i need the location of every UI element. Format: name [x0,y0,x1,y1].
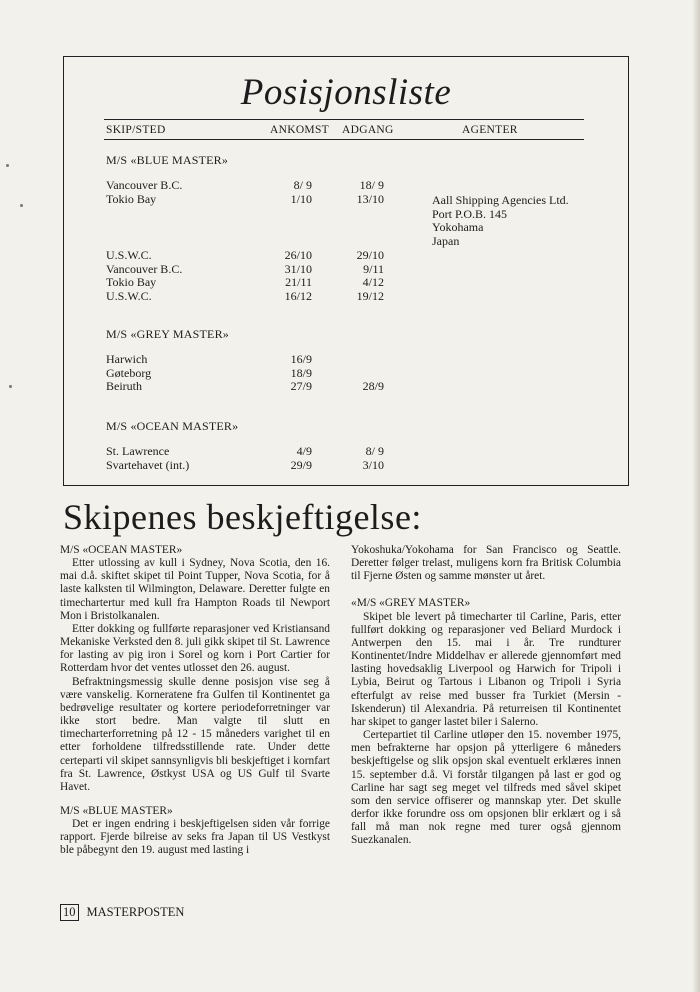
ocean-master-access [348,445,384,472]
paragraph: Skipet ble levert på timecharter til Carline, Paris, etter fullført dokking og reparasjoner ved Beliard Murdock i Antwerpen den 15. mai i år. Tre rundturer Kontinentet/Indre Middelhav er allerede gjennomført med lasting hovedsaklig Liverpool og Harwich for Tripoli i Lybia, Beirut og Tartous i Libanon og Tripoli i Syria efterfulgt av reise med busser fra Turkiet (Mersin - Iskenderun) til Alexandria. På returreisen til Kontinentet har skipet to ganger lastet biler i Salerno. [351,610,621,728]
access-date: 29/10 [356,248,384,262]
paragraph: Certepartiet til Carline utløper den 15. november 1975, men befrakterne har opsjon på ytterligere 6 måneders beskjeftigelse og slik opsjon skal eventuelt erklæres innen 15. september d.å. Vi forstår tilgangen på last er god og Carline har sagt seg meget vel tilfreds med såvel skipet som den service offiserer og mannskap yter. Det skulle derfor ikke forundre oss om opsjonen blir erklært og i så fall må man nok regne med turer også gjennom Suezkanalen. [351,729,621,847]
blue-master-access-b [348,249,384,303]
spacer [60,794,330,805]
ship-name-blue-master: M/S «BLUE MASTER» [106,153,229,167]
paragraph: Det er ingen endring i beskjeftigelsen siden vår forrige rapport. Fjerde bilreise av seks fra Japan til US Vestkyst ble påbegynt den 19. august med lasting i [60,818,330,857]
grey-master-arrival [274,353,312,394]
speck [9,385,12,388]
blue-master-places-a [106,179,182,206]
paragraph: Yokoshuka/Yokohama for San Francisco og Seattle. Deretter følger trelast, muligens korn fra Britisk Columbia til Fjerne Østen og samme mønster ut året. [351,544,621,583]
place: Tokio Bay [106,275,157,289]
ship-name-grey-master: M/S «GREY MASTER» [106,327,229,341]
arrival-date: 8/ 9 [293,178,312,192]
blue-master-places-b [106,249,182,303]
article-column-right [351,544,621,847]
header-agents: AGENTER [462,124,518,136]
place: Vancouver B.C. [106,178,183,192]
page-footer [60,904,184,921]
ocean-master-subheading: M/S «OCEAN MASTER» [60,544,183,556]
access-date: 9/11 [363,261,384,276]
access-date: 8/ 9 [365,444,384,458]
access-date [348,353,384,367]
arrival-date: 16/9 [290,352,312,366]
arrival-date: 29/9 [290,457,312,472]
access-date: 19/12 [356,288,384,303]
arrival-date: 16/12 [284,288,312,303]
agent-line: Aall Shipping Agencies Ltd. [432,193,569,207]
blue-master-arrival-a [274,179,312,206]
ocean-master-places [106,445,189,472]
place: Beiruth [106,379,142,393]
blue-master-agent [432,194,569,248]
place: U.S.W.C. [106,248,152,262]
place: U.S.W.C. [106,288,152,303]
place: St. Lawrence [106,444,170,458]
arrival-date: 26/10 [284,248,312,262]
ship-name-ocean-master: M/S «OCEAN MASTER» [106,419,239,433]
position-list-box [63,56,629,486]
blue-master-subheading: M/S «BLUE MASTER» [60,804,173,817]
access-date: 18/ 9 [359,178,384,192]
grey-master-subheading: «M/S «GREY MASTER» [351,597,471,610]
header-ship: SKIP/STED [106,124,166,136]
arrival-date: 18/9 [290,365,312,380]
access-date: 13/10 [356,191,384,206]
blue-master-access-a [348,179,384,206]
place: Vancouver B.C. [106,261,183,276]
place: Svartehavet (int.) [106,457,190,472]
header-rule-bottom [104,139,584,140]
arrival-date: 1/10 [290,191,312,206]
access-date: 3/10 [362,457,384,472]
header-rule-top [104,119,584,120]
header-arrival: ANKOMST [270,124,329,136]
arrival-date: 4/9 [296,444,312,458]
grey-master-places [106,353,151,394]
agent-line: Yokohama [432,220,484,234]
speck [6,164,9,167]
grey-master-access [348,353,384,394]
arrival-date: 21/11 [285,275,312,289]
ocean-master-arrival [274,445,312,472]
header-access: ADGANG [342,124,394,136]
blue-master-arrival-b [274,249,312,303]
access-date: 28/9 [362,379,384,393]
publication-name: MASTERPOSTEN [86,905,185,919]
page-edge-shadow [692,0,700,992]
speck [20,204,23,207]
article-column-left [60,544,330,858]
spacer [351,583,621,597]
place: Harwich [106,352,148,366]
paragraph: Etter dokking og fullførte reparasjoner ved Kristiansand Mekaniske Verksted den 8. juli gikk skipet til St. Lawrence for lasting av pig iron i Sorel og korn i Port Cartier for Rotterdam hvor det ventes utlosset den 26. august. [60,622,330,675]
access-date [348,367,384,381]
article-heading: Skipenes beskjeftigelse: [63,497,422,537]
page-number: 10 [60,904,79,921]
arrival-date: 27/9 [290,379,312,393]
agent-line: Port P.O.B. 145 [432,206,508,221]
access-date: 4/12 [362,275,384,289]
paragraph: Befraktningsmessig skulle denne posisjon vise seg å være vanskelig. Korneratene fra Gulfen til Kontinentet ga bedrøvelige resultater og kortere periodeforretninger var ikke stort bedre. Man valgte til slutt en timecharterforretning på 12 - 15 måneders varighet til en etter forholdene tilfredsstillende rate. Under dette certeparti vil skipet sannsynligvis bli beskjeftiget i kornfart fra St. Lawrence, Østkyst USA og US Gulf til Svarte Havet. [60,675,330,793]
agent-line: Japan [432,233,460,248]
paragraph: Etter utlossing av kull i Sydney, Nova Scotia, den 16. mai d.å. skiftet skipet til Point Tupper, Nova Scotia, for å laste kalksten til Wilmington, Delaware. Deretter fulgte en timechartertur med kull fra Hampton Roads til Newport Mon i Bristolkanalen. [60,557,330,622]
place: Gøteborg [106,365,152,380]
place: Tokio Bay [106,191,157,206]
position-list-title: Posisjonsliste [240,72,452,113]
arrival-date: 31/10 [284,261,312,276]
